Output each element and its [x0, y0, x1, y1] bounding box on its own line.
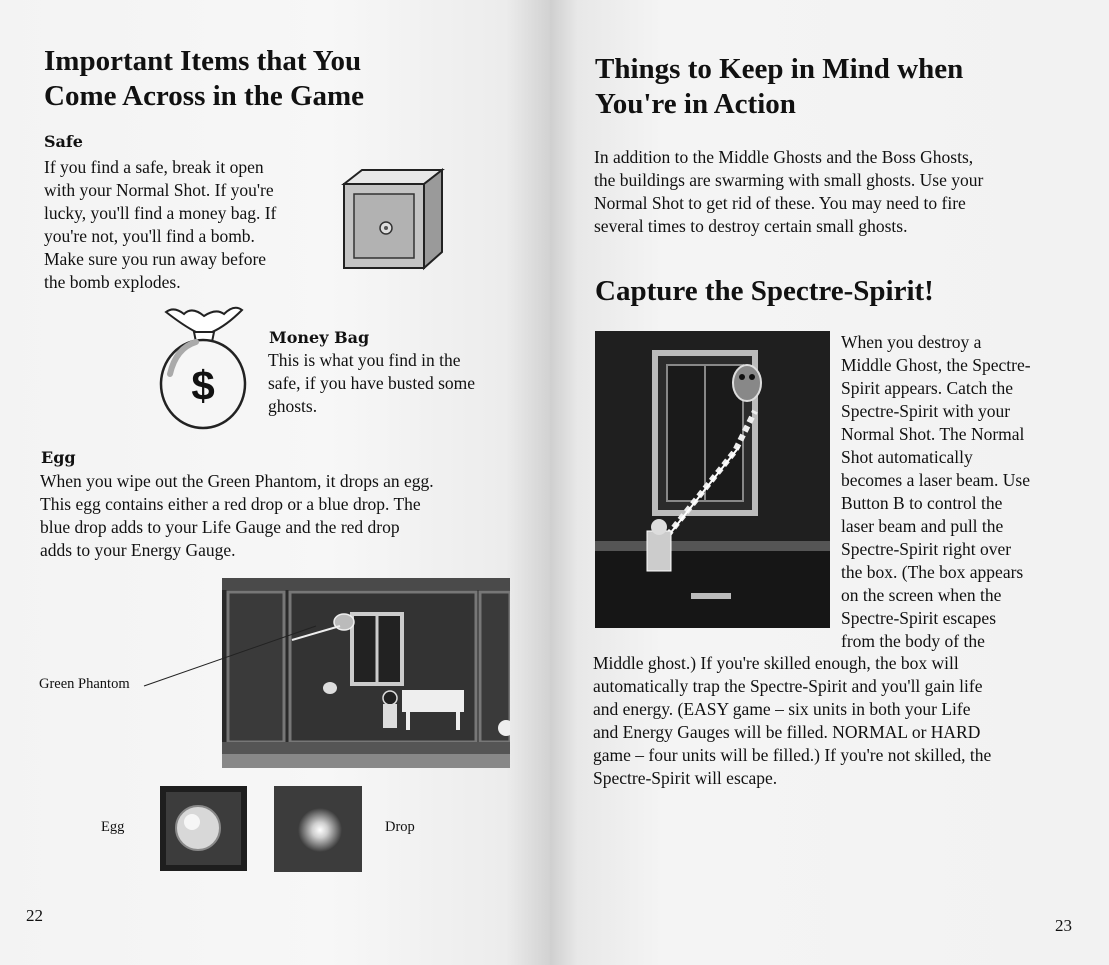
player-sprite: [383, 691, 397, 705]
egg-line: When you wipe out the Green Phantom, it drops an egg.: [40, 471, 434, 491]
full-line: automatically trap the Spectre-Spirit and you'll gain life: [593, 676, 983, 696]
dropped-egg-sprite: [323, 682, 337, 694]
intro-line: Normal Shot to get rid of these. You may need to fire: [594, 193, 966, 213]
egg-image: [160, 786, 247, 871]
dollar-sign: $: [191, 362, 215, 409]
spectre-side-text: [841, 331, 1061, 653]
safe-line: Make sure you run away before: [44, 249, 267, 269]
money-bag-line: This is what you find in the: [268, 350, 461, 370]
full-line: and Energy Gauges will be filled. NORMAL or HARD: [593, 722, 981, 742]
spectre-spirit-sprite: [733, 365, 761, 401]
egg-line: This egg contains either a red drop or a blue drop. The: [40, 494, 421, 514]
side-line: Shot automatically: [841, 447, 973, 467]
money-bag-illustration: [156, 304, 252, 430]
drop-image: [274, 786, 362, 872]
side-line: Spectre-Spirit right over: [841, 539, 1012, 559]
egg-heading: Egg: [41, 448, 76, 467]
right-page: [550, 0, 1109, 965]
section-title: Capture the Spectre-Spirit!: [595, 275, 934, 307]
money-bag-heading: Money Bag: [269, 328, 370, 347]
egg-text: [40, 470, 508, 562]
right-page-title: [595, 52, 963, 122]
intro-line: In addition to the Middle Ghosts and the Boss Ghosts,: [594, 147, 974, 167]
player-sprite: [647, 531, 671, 571]
side-line: on the screen when the: [841, 585, 1002, 605]
side-line: laser beam and pull the: [841, 516, 1004, 536]
money-bag-text: [268, 349, 511, 418]
side-line: becomes a laser beam. Use: [841, 470, 1031, 490]
money-bag-line: ghosts.: [268, 396, 318, 416]
right-title-line-2: You're in Action: [595, 88, 796, 120]
safe-line: with your Normal Shot. If you're: [44, 180, 274, 200]
left-title-line-2: Come Across in the Game: [44, 80, 365, 112]
side-line: the box. (The box appears: [841, 562, 1024, 582]
side-line: Spectre-Spirit escapes: [841, 608, 997, 628]
money-bag-line: safe, if you have busted some: [268, 373, 476, 393]
full-line: and energy. (EASY game – six units in both your Life: [593, 699, 971, 719]
safe-line: If you find a safe, break it open: [44, 157, 264, 177]
right-page-number: 23: [1055, 916, 1072, 935]
safe-text: [44, 156, 307, 294]
spectre-spirit-screenshot: [595, 331, 830, 628]
side-line: Spirit appears. Catch the: [841, 378, 1014, 398]
side-line: from the body of the: [841, 631, 985, 651]
left-title-line-1: Important Items that You: [44, 45, 362, 77]
green-phantom-leader-line: [140, 622, 320, 692]
full-line: game – four units will be filled.) If you're not skilled, the: [593, 745, 992, 765]
side-line: When you destroy a: [841, 332, 982, 352]
intro-text: [594, 146, 1058, 238]
drop-caption: Drop: [385, 819, 415, 835]
left-page: [0, 0, 550, 965]
safe-line: the bomb explodes.: [44, 272, 181, 292]
intro-line: several times to destroy certain small ghosts.: [594, 216, 908, 236]
full-line: Middle ghost.) If you're skilled enough, the box will: [593, 653, 959, 673]
left-page-title: [44, 44, 364, 114]
safe-line: you're not, you'll find a bomb.: [44, 226, 255, 246]
left-page-number: 22: [26, 906, 43, 925]
side-line: Spectre-Spirit with your: [841, 401, 1011, 421]
green-phantom-caption: Green Phantom: [39, 676, 130, 692]
egg-line: adds to your Energy Gauge.: [40, 540, 236, 560]
spectre-full-text: [593, 652, 1057, 790]
safe-line: lucky, you'll find a money bag. If: [44, 203, 277, 223]
safe-heading: Safe: [44, 132, 83, 151]
egg-caption: Egg: [101, 819, 125, 835]
safe-illustration: [340, 166, 448, 272]
full-line: Spectre-Spirit will escape.: [593, 768, 778, 788]
right-title-line-1: Things to Keep in Mind when: [595, 53, 964, 85]
side-line: Normal Shot. The Normal: [841, 424, 1025, 444]
side-line: Middle Ghost, the Spectre-: [841, 355, 1031, 375]
intro-line: the buildings are swarming with small ghosts. Use your: [594, 170, 984, 190]
egg-line: blue drop adds to your Life Gauge and the red drop: [40, 517, 400, 537]
side-line: Button B to control the: [841, 493, 1003, 513]
